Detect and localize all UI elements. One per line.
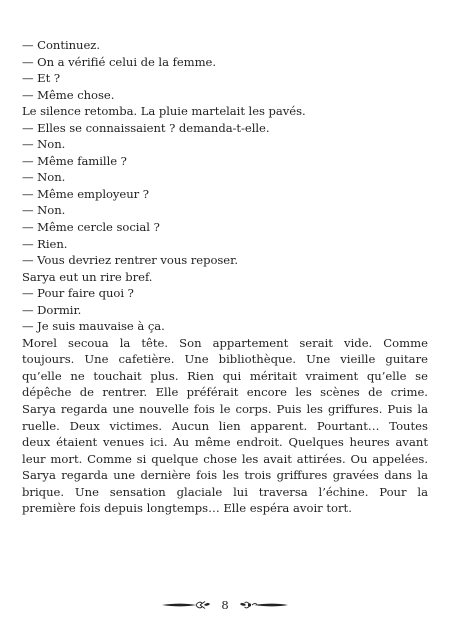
paragraph-line: qu’elle ne touchait plus. Rien qui méritait vraiment qu’elle se [22, 368, 428, 383]
paragraph-line: brique. Une sensation glaciale lui traversa l’échine. Pour la [22, 484, 428, 499]
narrative-paragraph [22, 335, 428, 517]
dialogue-line: — Même chose. [22, 87, 115, 102]
paragraph-line: ruelle. Deux victimes. Aucun lien apparent. Pourtant… Toutes [22, 418, 428, 433]
dialogue-line: — Pour faire quoi ? [22, 286, 134, 301]
dialogue-line: — Non. [22, 137, 66, 152]
paragraph-line: première fois depuis longtemps… Elle espéra avoir tort. [22, 501, 352, 516]
dialogue-line: — Vous devriez rentrer vous reposer. [22, 253, 238, 268]
dialogue-line: — Et ? [22, 71, 61, 86]
dialogue-line: — Même cercle social ? [22, 220, 160, 235]
dialogue-line: — Elles se connaissaient ? demanda-t-elle. [22, 120, 270, 135]
paragraph-line: toujours. Une cafetière. Une bibliothèque. Une vieille guitare [22, 352, 428, 367]
dialogue-line: — Je suis mauvaise à ça. [22, 319, 165, 334]
paragraph-line: deux étaient venues ici. Au même endroit. Quelques heures avant [22, 435, 428, 450]
paragraph-line: dépêche de rentrer. Elle préférait encore les scènes de crime. [22, 385, 428, 400]
dialogue-line: — Non. [22, 203, 66, 218]
dialogue-line: — Rien. [22, 236, 68, 251]
dialogue-line: — Non. [22, 170, 66, 185]
narration-line: Le silence retomba. La pluie martelait les pavés. [22, 104, 306, 119]
fleuron-ornament-right-icon [238, 599, 290, 611]
dialogue-line: — Même employeur ? [22, 186, 149, 201]
page-footer [0, 593, 450, 617]
dialogue-line: — Même famille ? [22, 153, 127, 168]
paragraph-line: leur mort. Comme si quelque chose les avait attirées. Ou appelées. [22, 451, 428, 466]
paragraph-line: Sarya regarda une nouvelle fois le corps. Puis les griffures. Puis la [22, 402, 428, 417]
paragraph-line: Sarya regarda une dernière fois les trois griffures gravées dans la [22, 468, 428, 483]
narration-line: Sarya eut un rire bref. [22, 269, 153, 284]
page-body [22, 37, 428, 517]
paragraph-line: Morel secoua la tête. Son appartement serait vide. Comme [22, 335, 428, 350]
fleuron-ornament-left-icon [160, 599, 212, 611]
dialogue-line: — Dormir. [22, 302, 82, 317]
dialogue-line: — On a vérifié celui de la femme. [22, 54, 216, 69]
dialogue-line: — Continuez. [22, 38, 100, 52]
page-number: 8 [221, 598, 229, 612]
